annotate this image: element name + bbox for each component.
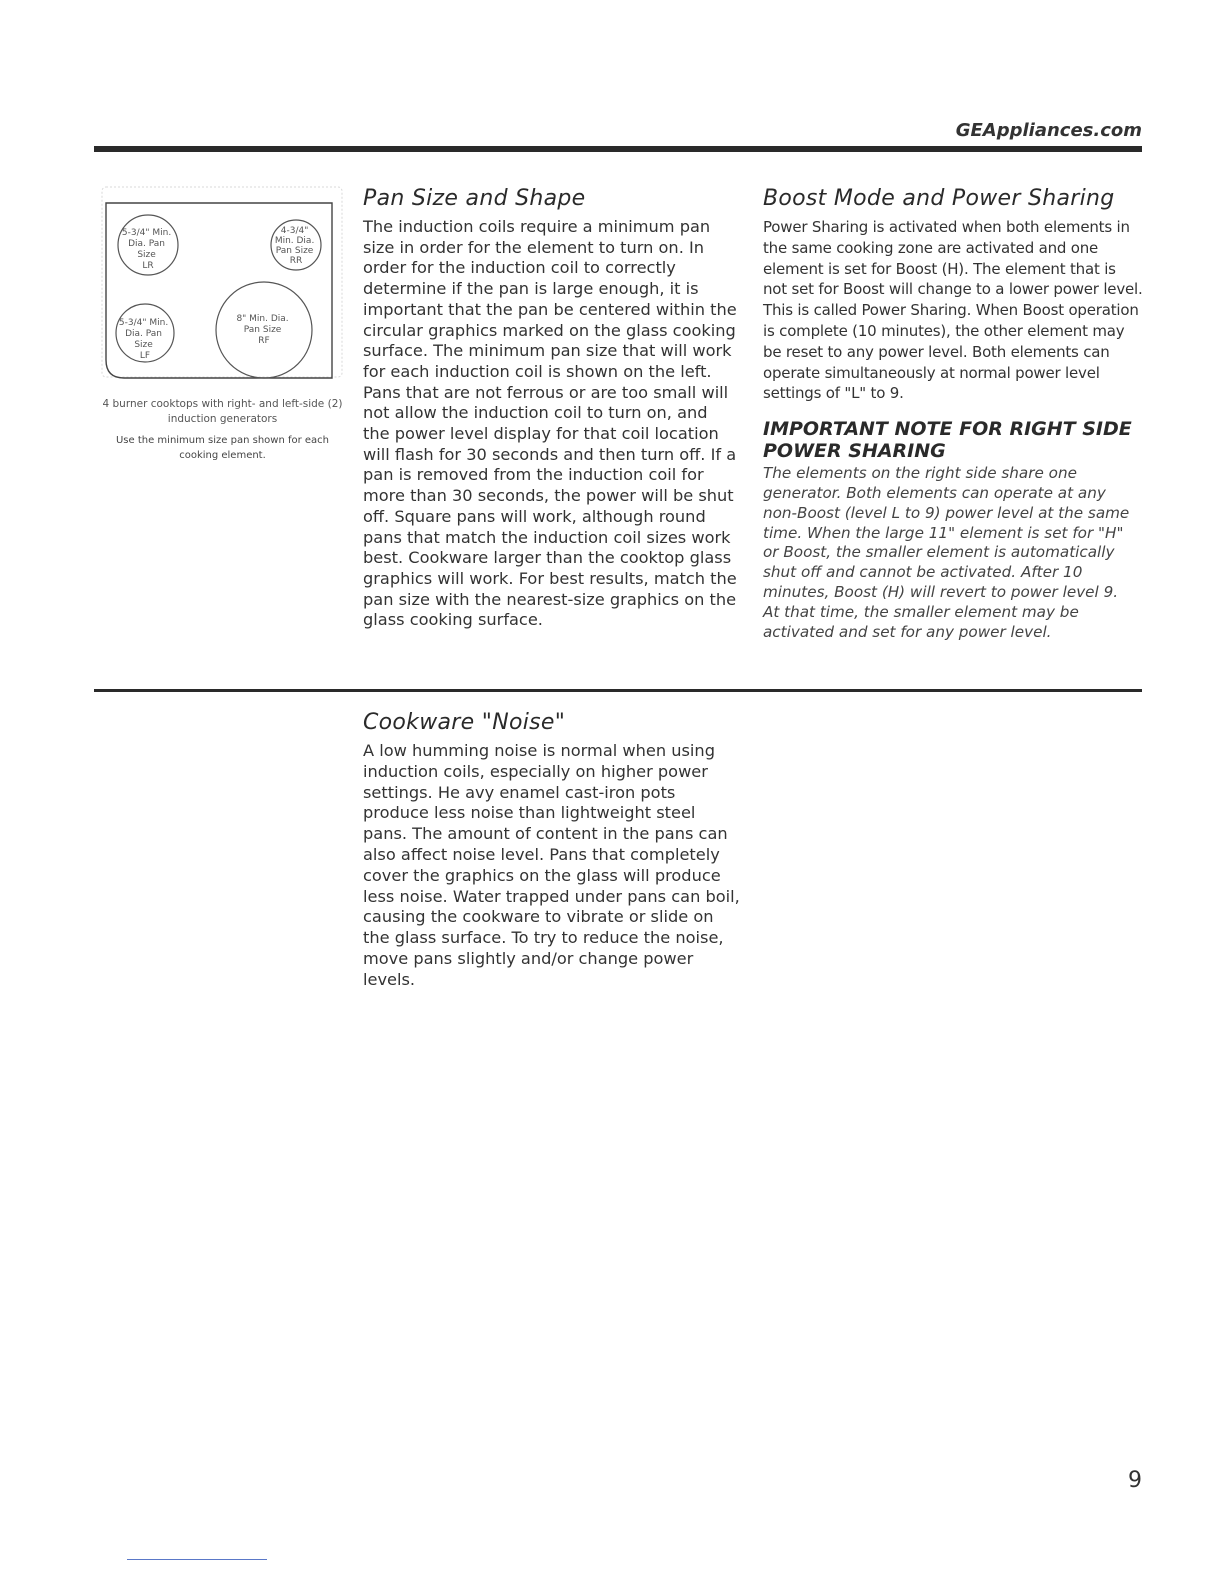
burner-rr-label: 4-3/4" Min. Dia. Pan Size RR [274,226,315,266]
boost-body: Power Sharing is activated when both elements in the same cooking zone are activated and one element is set for Boost (H). The element that is not set for Boost will change to a lower power level. This is called Power Sharing. When Boost operation is complete (10 minutes), the other element may be reset to any power level. Both elements can operate simultaneously at normal power level settings of "L" to 9. [763,218,1143,403]
noise-section [363,710,743,991]
noise-heading: Cookware "Noise" [363,710,566,735]
important-note-body-2: At that time, the smaller element may be activated and set for any power level. [763,602,1079,641]
important-note-heading: IMPORTANT NOTE FOR RIGHT SIDE POWER SHARING [763,418,1132,463]
figure-caption: 4 burner cooktops with right- and left-side (2) induction generators [102,398,343,425]
boost-heading: Boost Mode and Power Sharing [763,186,1115,211]
pan-size-section [363,186,738,631]
section-rule [94,689,1142,692]
cooktop-diagram [100,185,345,385]
burner-lf-label: 5-3/4" Min. Dia. Pan Size LF [118,318,169,361]
pan-size-heading: Pan Size and Shape [363,186,586,211]
noise-body: A low humming noise is normal when using induction coils, especially on higher power settings. He avy enamel cast-iron pots produce less noise than lightweight steel pans. The amount of content in the pans can also affect noise level. Pans that completely cover the graphics on the glass will produce less noise. Water trapped under pans can boil, causing the cookware to vibrate or slide on the glass surface. To try to reduce the noise, move pans slightly and/or change power levels. [363,741,740,989]
burner-lr-label: 5-3/4" Min. Dia. Pan Size LR [121,228,172,271]
cooktop-figure [100,185,345,463]
bottom-link-line [127,1559,267,1560]
figure-note: Use the minimum size pan shown for each cooking element. [115,435,330,461]
header-rule [94,146,1142,152]
boost-section [763,186,1143,642]
burner-rf-label: 8" Min. Dia. Pan Size RF [236,314,289,346]
pan-size-body: The induction coils require a minimum pan size in order for the element to turn on. In order for the induction coil to correctly determine if the pan is large enough, it is important that the pan be centered within the circular graphics marked on the glass cooking surface. The minimum pan size that will work for each induction coil is shown on the left. Pans that are not ferrous or are too small will not allow the induction coil to turn on, and the power level display for that coil location will flash for 30 seconds and then turn off. If a pan is removed from the induction coil for more than 30 seconds, the power will be shut off. Square pans will work, although round pans that match the induction coil sizes work best. Cookware larger than the cooktop glass graphics will work. For best results, match the pan size with the nearest-size graphics on the glass cooking surface. [363,217,737,630]
important-note-body: The elements on the right side share one generator. Both elements can operate at any non-Boost (level L to 9) power level at the same time. When the large 11" element is set for "H" or Boost, the smaller element is automatically shut off and cannot be activated. After 10 minutes, Boost (H) will revert to power level 9. [763,464,1130,601]
page-number: 9 [1128,1468,1142,1493]
site-url: GEAppliances.com [955,120,1142,141]
